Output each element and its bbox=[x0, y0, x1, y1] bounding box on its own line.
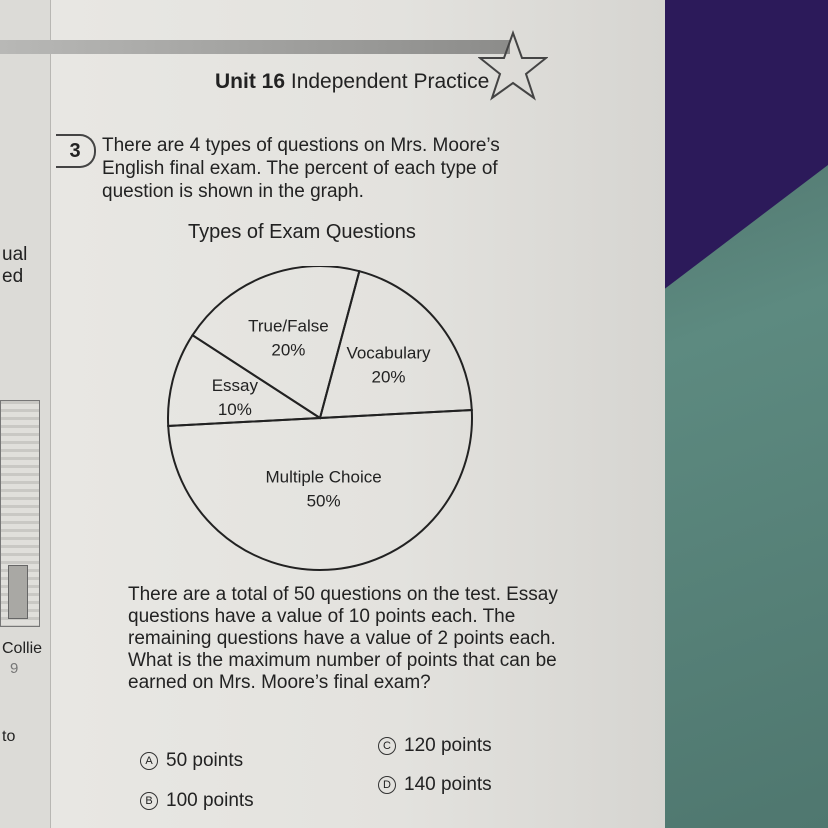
choice-bubble[interactable]: C bbox=[378, 737, 396, 755]
choice-d[interactable] bbox=[378, 774, 492, 796]
left-fragment: Collie bbox=[2, 640, 43, 657]
left-fragment: to bbox=[2, 728, 16, 745]
choice-b[interactable] bbox=[140, 790, 254, 812]
left-page-graphic-block bbox=[8, 565, 28, 619]
left-fragment: ed bbox=[2, 266, 24, 287]
choice-a[interactable] bbox=[140, 750, 243, 772]
slice-label: Vocabulary bbox=[346, 343, 431, 363]
question-text: There are a total of 50 questions on the test. Essay questions have a value of 10 points each. The remaining questions have a value of 2 points each. What is the maximum number of points that can be earned on Mrs. Moore’s final exam? bbox=[128, 584, 558, 693]
slice-value-label: 50% bbox=[306, 491, 341, 511]
unit-number: Unit 16 bbox=[215, 70, 286, 93]
choice-text: 120 points bbox=[404, 735, 492, 756]
choice-c[interactable] bbox=[378, 735, 492, 757]
pie-slice-multiple-choice bbox=[168, 410, 472, 570]
left-fragment: ual bbox=[2, 244, 28, 265]
question-prompt: There are 4 types of questions on Mrs. Moore’s English final exam. The percent of each type of question is shown in the graph. bbox=[102, 135, 500, 202]
question-number-badge: 3 bbox=[56, 134, 96, 168]
chart-title: Types of Exam Questions bbox=[188, 221, 416, 243]
choice-text: 140 points bbox=[404, 774, 492, 795]
choice-bubble[interactable]: B bbox=[140, 792, 158, 810]
unit-title bbox=[215, 70, 489, 94]
header-band bbox=[0, 40, 510, 54]
choice-text: 50 points bbox=[166, 750, 244, 771]
slice-value-label: 20% bbox=[371, 367, 406, 387]
choice-bubble[interactable]: D bbox=[378, 776, 396, 794]
unit-subtitle: Independent Practice bbox=[290, 70, 490, 93]
pie-chart bbox=[160, 266, 480, 576]
slice-label: Multiple Choice bbox=[265, 467, 382, 487]
slice-label: Essay bbox=[211, 376, 258, 396]
slice-value-label: 10% bbox=[217, 400, 252, 420]
slice-value-label: 20% bbox=[271, 340, 306, 360]
slice-label: True/False bbox=[248, 316, 329, 336]
left-fragment: 9 bbox=[10, 660, 19, 677]
choice-text: 100 points bbox=[166, 790, 254, 811]
choice-bubble[interactable]: A bbox=[140, 752, 158, 770]
